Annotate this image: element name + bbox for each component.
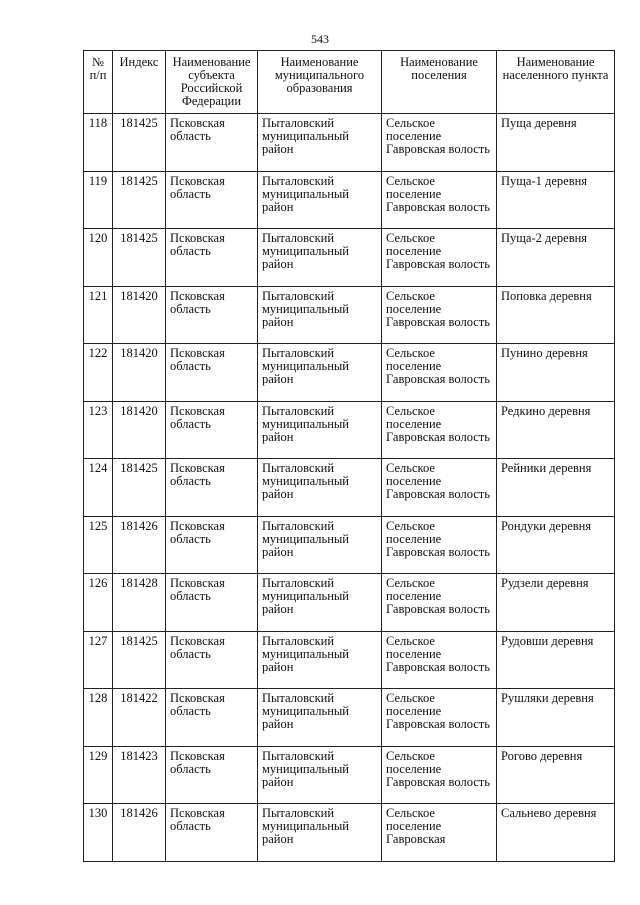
cell-subject: Псковская область: [166, 516, 258, 574]
cell-locality: Сальнево деревня: [497, 804, 615, 862]
cell-number: 129: [84, 746, 113, 804]
cell-subject: Псковская область: [166, 459, 258, 517]
cell-municipality: Пыталовский муниципальный район: [258, 286, 382, 344]
cell-municipality: Пыталовский муниципальный район: [258, 516, 382, 574]
cell-index: 181425: [113, 171, 166, 229]
cell-settlement: Сельское поселение Гавровская волость: [382, 689, 497, 747]
cell-settlement: Сельское поселение Гавровская волость: [382, 344, 497, 402]
table-row: [84, 804, 615, 862]
cell-number: 120: [84, 229, 113, 287]
cell-subject: Псковская область: [166, 574, 258, 632]
cell-subject: Псковская область: [166, 746, 258, 804]
cell-settlement: Сельское поселение Гавровская волость: [382, 114, 497, 172]
cell-index: 181425: [113, 459, 166, 517]
table-row: [84, 401, 615, 459]
cell-municipality: Пыталовский муниципальный район: [258, 171, 382, 229]
page-number: 543: [311, 32, 329, 46]
cell-number: 130: [84, 804, 113, 862]
cell-municipality: Пыталовский муниципальный район: [258, 344, 382, 402]
cell-number: 119: [84, 171, 113, 229]
cell-settlement: Сельское поселение Гавровская волость: [382, 171, 497, 229]
cell-municipality: Пыталовский муниципальный район: [258, 229, 382, 287]
cell-locality: Рудовши деревня: [497, 631, 615, 689]
cell-subject: Псковская область: [166, 286, 258, 344]
header-municipality: Наименование муниципального образования: [258, 51, 382, 114]
table-row: [84, 171, 615, 229]
cell-number: 122: [84, 344, 113, 402]
table-row: [84, 459, 615, 517]
cell-locality: Пуща деревня: [497, 114, 615, 172]
cell-locality: Рудзели деревня: [497, 574, 615, 632]
cell-settlement: Сельское поселение Гавровская волость: [382, 459, 497, 517]
cell-number: 127: [84, 631, 113, 689]
cell-number: 128: [84, 689, 113, 747]
cell-locality: Пунино деревня: [497, 344, 615, 402]
cell-locality: Рушляки деревня: [497, 689, 615, 747]
cell-locality: Рондуки деревня: [497, 516, 615, 574]
cell-settlement: Сельское поселение Гавровская волость: [382, 746, 497, 804]
header-subject: Наименование субъекта Российской Федерации: [166, 51, 258, 114]
cell-settlement: Сельское поселение Гавровская волость: [382, 286, 497, 344]
settlements-table: [83, 50, 615, 862]
table-row: [84, 516, 615, 574]
cell-locality: Рейники деревня: [497, 459, 615, 517]
table-row: [84, 114, 615, 172]
cell-index: 181425: [113, 631, 166, 689]
cell-settlement: Сельское поселение Гавровская волость: [382, 229, 497, 287]
cell-subject: Псковская область: [166, 689, 258, 747]
cell-index: 181425: [113, 114, 166, 172]
cell-settlement: Сельское поселение Гавровская волость: [382, 574, 497, 632]
cell-index: 181425: [113, 229, 166, 287]
cell-locality: Поповка деревня: [497, 286, 615, 344]
cell-index: 181428: [113, 574, 166, 632]
table-row: [84, 689, 615, 747]
cell-subject: Псковская область: [166, 401, 258, 459]
table-row: [84, 746, 615, 804]
cell-municipality: Пыталовский муниципальный район: [258, 459, 382, 517]
cell-number: 118: [84, 114, 113, 172]
cell-settlement: Сельское поселение Гавровская волость: [382, 631, 497, 689]
cell-number: 124: [84, 459, 113, 517]
cell-index: 181426: [113, 516, 166, 574]
cell-index: 181422: [113, 689, 166, 747]
cell-municipality: Пыталовский муниципальный район: [258, 746, 382, 804]
cell-municipality: Пыталовский муниципальный район: [258, 804, 382, 862]
header-settlement: Наименование поселения: [382, 51, 497, 114]
cell-subject: Псковская область: [166, 631, 258, 689]
cell-locality: Пуща-1 деревня: [497, 171, 615, 229]
cell-index: 181426: [113, 804, 166, 862]
cell-subject: Псковская область: [166, 229, 258, 287]
cell-municipality: Пыталовский муниципальный район: [258, 631, 382, 689]
cell-municipality: Пыталовский муниципальный район: [258, 401, 382, 459]
cell-locality: Рогово деревня: [497, 746, 615, 804]
cell-locality: Пуща-2 деревня: [497, 229, 615, 287]
table-row: [84, 229, 615, 287]
table-header-row: [84, 51, 615, 114]
cell-number: 125: [84, 516, 113, 574]
cell-index: 181423: [113, 746, 166, 804]
cell-number: 126: [84, 574, 113, 632]
header-locality: Наименование населенного пункта: [497, 51, 615, 114]
table-row: [84, 574, 615, 632]
header-index: Индекс: [113, 51, 166, 114]
table-row: [84, 631, 615, 689]
cell-municipality: Пыталовский муниципальный район: [258, 574, 382, 632]
cell-municipality: Пыталовский муниципальный район: [258, 114, 382, 172]
cell-municipality: Пыталовский муниципальный район: [258, 689, 382, 747]
cell-settlement: Сельское поселение Гавровская: [382, 804, 497, 862]
cell-index: 181420: [113, 286, 166, 344]
cell-settlement: Сельское поселение Гавровская волость: [382, 516, 497, 574]
cell-index: 181420: [113, 344, 166, 402]
cell-subject: Псковская область: [166, 804, 258, 862]
cell-number: 121: [84, 286, 113, 344]
cell-locality: Редкино деревня: [497, 401, 615, 459]
table-row: [84, 344, 615, 402]
cell-subject: Псковская область: [166, 171, 258, 229]
table-row: [84, 286, 615, 344]
cell-index: 181420: [113, 401, 166, 459]
cell-settlement: Сельское поселение Гавровская волость: [382, 401, 497, 459]
cell-number: 123: [84, 401, 113, 459]
cell-subject: Псковская область: [166, 114, 258, 172]
header-number: № п/п: [84, 51, 113, 114]
cell-subject: Псковская область: [166, 344, 258, 402]
